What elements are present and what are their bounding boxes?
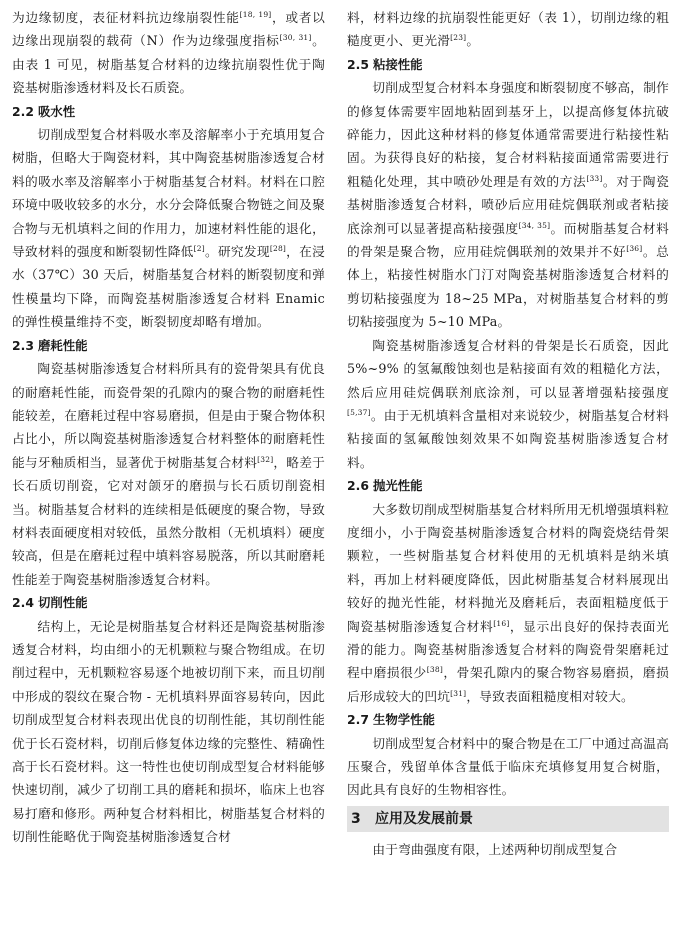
citation: [30, 31] (279, 33, 312, 43)
citation: [5,37] (347, 407, 371, 417)
citation: [38] (426, 665, 443, 675)
section-heading-applications: 3 应用及发展前景 (347, 806, 669, 832)
section-heading-water-absorption: 2.2 吸水性 (12, 103, 76, 119)
citation: [28] (269, 244, 287, 254)
paragraph-machinability: 结构上，无论是树脂基复合材料还是陶瓷基树脂渗透复合材料，均由细小的无机颗粒与聚合物组成。在切削过程中，无机颗粒容易逐个地被切削下来，而且切削中形成的裂纹在聚合物 - 无机填料界面容易转向，因此切削成型复合材料表现出优良的切削性能，其切削性能优于长石瓷材料，切削后修复体边缘的完整性、精确性高于长石瓷材料。这一特性也使切削成型复合材料能够快速切削，减少了切削工具的磨耗和损坏，临床上也容易打磨和修形。两种复合材料相比，树脂基复合材料的切削性能略优于陶瓷基树脂渗透复合材 (12, 618, 325, 845)
citation: [32] (257, 454, 274, 464)
paragraph-bonding: 切削成型复合材料本身强度和断裂韧度不够高，制作的修复体需要牢固地粘固到基牙上，以提高修复体抗破碎能力，因此这种材料的修复体通常需要进行粘接性粘固。为获得良好的粘接，复合材料粘接面通常需要进行粗糙化处理，其中喷砂处理是有效的方法[33]。对于陶瓷基树脂渗透复合材料，喷砂后应用硅烷偶联剂或者粘接底涂剂可以显著提高粘接强度[34, 35]。而树脂基复合材料的骨架是聚合物，应用硅烷偶联剂的效果并不好[36]。总体上，粘接性树脂水门汀对陶瓷基树脂渗透复合材料的剪切粘接强度为 18~25 MPa，对树脂基复合材料的剪切粘接强度为 5~10 MPa。 (347, 80, 669, 330)
paragraph-bonding-etching: 陶瓷基树脂渗透复合材料的骨架是长石质瓷，因此 5%~9% 的氢氟酸蚀刻也是粘接面有效的粗糙化方法，然后应用硅烷偶联剂底涂剂，可以显著增强粘接强度[5,37]。由于无机填料含量相对来说较少，树脂基复合材料粘接面的氢氟酸蚀刻效果不如陶瓷基树脂渗透复合材料。 (347, 337, 669, 470)
paragraph-edge-toughness: 为边缘韧度，表征材料抗边缘崩裂性能[18, 19]，或者以边缘出现崩裂的载荷（N）作为边缘强度指标[30, 31]。由表 1 可见，树脂基复合材料的边缘抗崩裂性优于陶瓷基树脂渗透材料及长石质瓷。 (12, 10, 325, 96)
section-heading-bonding: 2.5 粘接性能 (347, 56, 423, 72)
citation: [36] (626, 244, 643, 254)
citation: [23] (450, 33, 467, 43)
citation: [33] (586, 173, 603, 183)
left-column (12, 6, 325, 849)
section-heading-polishing: 2.6 抛光性能 (347, 478, 423, 494)
section-heading-wear: 2.3 磨耗性能 (12, 337, 88, 353)
paragraph-polishing: 大多数切削成型树脂基复合材料所用无机增强填料粒度细小，小于陶瓷基树脂渗透复合材料的陶瓷烧结骨架颗粒，一些树脂基复合材料使用的无机填料是纳米填料，再加上材料硬度降低，因此树脂基复合材料展现出较好的抛光性能，材料抛光及磨耗后，表面粗糙度低于陶瓷基树脂渗透复合材料[16]，显示出良好的保持表面光滑的能力。陶瓷基树脂渗透复合材料的陶瓷骨架磨耗过程中磨损很少[38]，骨架孔隙内的聚合物容易磨损，磨损后形成较大的凹坑[31]，导致表面粗糙度相对较大。 (347, 501, 670, 704)
section-heading-biological: 2.7 生物学性能 (347, 712, 435, 728)
citation: [31] (450, 688, 467, 698)
citation: [2] (193, 244, 205, 254)
section-heading-machinability: 2.4 切削性能 (12, 595, 88, 611)
paragraph-machinability-cont: 料，材料边缘的抗崩裂性能更好（表 1），切削边缘的粗糙度更小、更光滑[23]。 (347, 10, 669, 49)
paragraph-biological: 切削成型复合材料中的聚合物是在工厂中通过高温高压聚合，残留单体含量低于临床充填修复用复合树脂，因此具有良好的生物相容性。 (347, 735, 669, 798)
citation: [34, 35] (518, 220, 551, 230)
paragraph-applications: 由于弯曲强度有限，上述两种切削成型复合 (372, 841, 618, 857)
right-column (347, 6, 669, 861)
citation: [16] (493, 618, 510, 628)
paragraph-wear: 陶瓷基树脂渗透复合材料所具有的瓷骨架具有优良的耐磨耗性能，而瓷骨架的孔隙内的聚合物的耐磨耗性能较差，在磨耗过程中容易磨损，但是由于聚合物体积占比小，所以陶瓷基树脂渗透复合材料整体的耐磨耗性能与牙釉质相当，显著优于树脂基复合材料[32]，略差于长石质切削瓷，它对对颌牙的磨损与长石质切削瓷相当。树脂基复合材料的连续相是低硬度的聚合物，导致材料表面硬度相对较低，虽然分散相（无机填料）硬度较高，但是在磨耗过程中填料容易脱落，所以其耐磨耗性能差于陶瓷基树脂渗透复合材料。 (12, 361, 325, 587)
paragraph-water-absorption: 切削成型复合材料吸水率及溶解率小于充填用复合树脂，但略大于陶瓷材料，其中陶瓷基树脂渗透复合材料的吸水率及溶解率小于树脂基复合材料。材料在口腔环境中吸收较多的水分，水分会降低聚合物链之间及聚合物与无机填料之间的作用力，加速材料性能的退化，导致材料的强度和断裂韧性降低[2]。研究发现[28]，在浸水（37℃）30 天后，树脂基复合材料的断裂韧度和弹性模量均下降，而陶瓷基树脂渗透复合材料 Enamic 的弹性模量维持不变，断裂韧度却略有增加。 (12, 127, 325, 330)
citation: [18, 19] (239, 10, 272, 19)
